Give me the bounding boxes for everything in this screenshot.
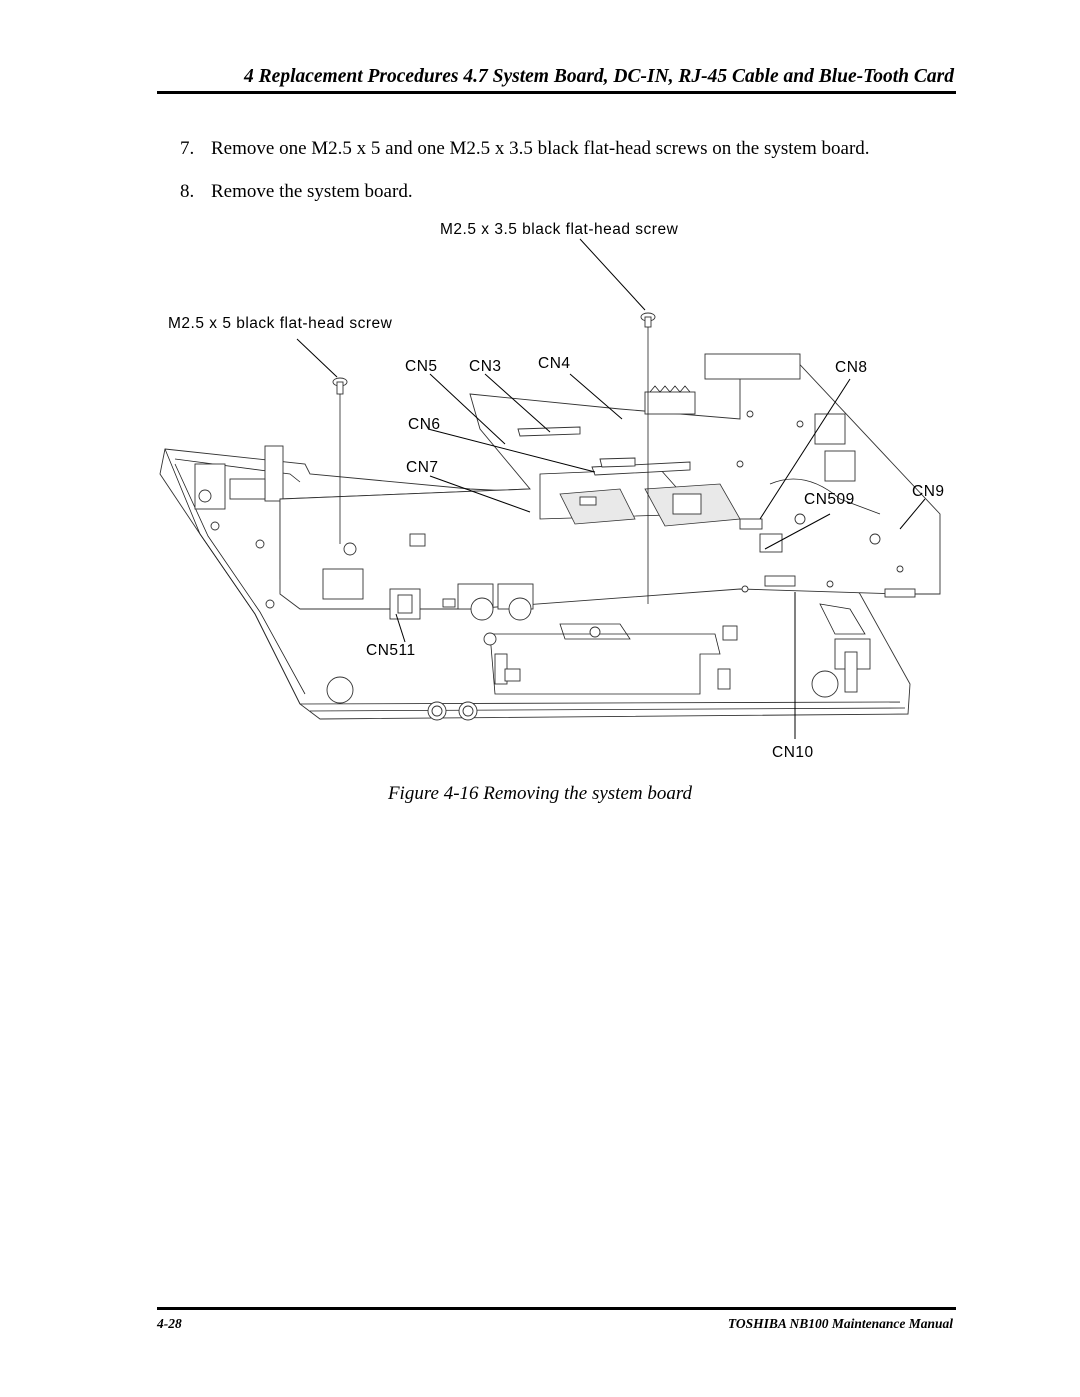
label-cn6: CN6 (408, 416, 441, 433)
page-header: 4 Replacement Procedures 4.7 System Board, DC-IN, RJ-45 Cable and Blue-Tooth Card (244, 66, 954, 87)
label-cn3: CN3 (469, 358, 502, 375)
label-cn10: CN10 (772, 744, 814, 761)
step-text: Remove the system board. (211, 181, 413, 202)
header-rule (157, 91, 956, 94)
step-number: 7. (180, 138, 195, 159)
step-7 (180, 138, 870, 160)
label-screw-5: M2.5 x 5 black flat-head screw (168, 315, 393, 332)
label-cn4: CN4 (538, 355, 571, 372)
page-number: 4-28 (157, 1316, 182, 1331)
label-cn509: CN509 (804, 491, 855, 508)
step-text: Remove one M2.5 x 5 and one M2.5 x 3.5 black flat-head screws on the system board. (211, 138, 870, 159)
label-screw-3-5: M2.5 x 3.5 black flat-head screw (440, 221, 679, 238)
label-cn511: CN511 (366, 642, 416, 659)
label-cn8: CN8 (835, 359, 868, 376)
label-cn9: CN9 (912, 483, 945, 500)
label-cn5: CN5 (405, 358, 438, 375)
system-board-figure (140, 214, 960, 774)
step-number: 8. (180, 181, 195, 202)
footer-rule (157, 1307, 956, 1310)
figure-caption: Figure 4-16 Removing the system board (387, 783, 693, 804)
label-cn7: CN7 (406, 459, 439, 476)
step-8 (180, 181, 413, 203)
manual-title: TOSHIBA NB100 Maintenance Manual (727, 1316, 953, 1331)
